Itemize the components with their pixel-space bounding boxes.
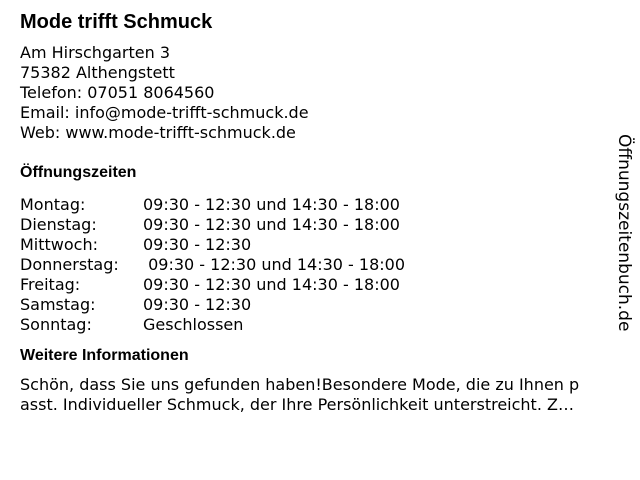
hours-time: 09:30 - 12:30 (143, 295, 252, 314)
hours-row (20, 315, 620, 335)
more-info-text (20, 375, 625, 415)
hours-time: Geschlossen (143, 315, 244, 334)
hours-day: Samstag: (20, 295, 96, 314)
hours-time: 09:30 - 12:30 und 14:30 - 18:00 (143, 195, 400, 214)
opening-hours-table (20, 195, 620, 335)
hours-day: Montag: (20, 195, 86, 214)
hours-time: 09:30 - 12:30 (143, 235, 252, 254)
site-watermark: Öffnungszeitenbuch.de (614, 134, 634, 332)
phone: Telefon: 07051 8064560 (20, 83, 215, 102)
hours-row (20, 235, 620, 255)
hours-day: Dienstag: (20, 215, 97, 234)
hours-day: Mittwoch: (20, 235, 98, 254)
hours-time: 09:30 - 12:30 und 14:30 - 18:00 (143, 275, 400, 294)
business-name: Mode trifft Schmuck (20, 11, 213, 33)
city: 75382 Althengstett (20, 63, 175, 82)
hours-row (20, 295, 620, 315)
more-info-line: Schön, dass Sie uns gefunden haben!Besondere Mode, die zu Ihnen p (20, 375, 580, 394)
address-block (20, 43, 620, 143)
business-card (20, 10, 620, 415)
hours-time: 09:30 - 12:30 und 14:30 - 18:00 (143, 215, 400, 234)
more-info-heading: Weitere Informationen (20, 347, 189, 364)
more-info-line: asst. Individueller Schmuck, der Ihre Persönlichkeit unterstreicht. Z… (20, 395, 574, 414)
street: Am Hirschgarten 3 (20, 43, 171, 62)
opening-hours-heading: Öffnungszeiten (20, 164, 137, 181)
hours-day: Freitag: (20, 275, 81, 294)
email: Email: info@mode-trifft-schmuck.de (20, 103, 309, 122)
website: Web: www.mode-trifft-schmuck.de (20, 123, 296, 142)
hours-day: Donnerstag: (20, 255, 119, 274)
hours-time: 09:30 - 12:30 und 14:30 - 18:00 (143, 255, 406, 274)
hours-row (20, 195, 620, 215)
hours-row (20, 275, 620, 295)
hours-row (20, 255, 620, 275)
hours-row (20, 215, 620, 235)
hours-day: Sonntag: (20, 315, 92, 334)
